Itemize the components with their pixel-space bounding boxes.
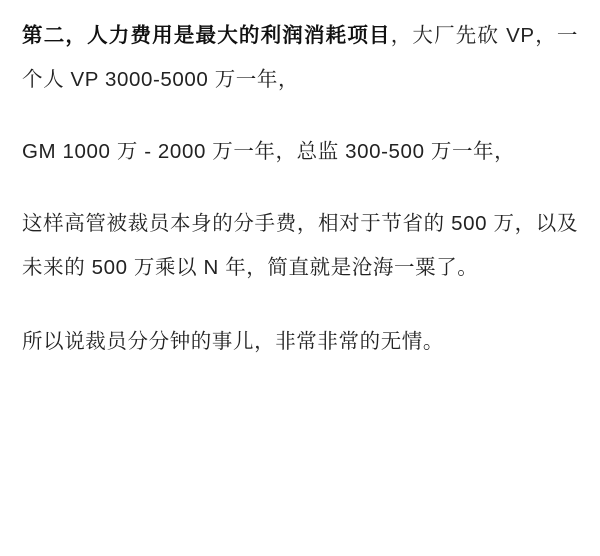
- paragraph-1: [22, 14, 578, 102]
- paragraph-2: GM 1000 万 - 2000 万一年，总监 300-500 万一年，: [22, 140, 516, 163]
- paragraph-1-emphasis: 第二，人力费用是最大的利润消耗项目: [22, 24, 391, 47]
- paragraph-1-rest: ，大厂先砍 VP，一个人 VP 3000-5000 万一年，: [22, 24, 578, 91]
- paragraph-3: 这样高管被裁员本身的分手费，相对于节省的 500 万，以及未来的 500 万乘以 N 年，简直就是沧海一粟了。: [22, 212, 578, 279]
- paragraph-4: 所以说裁员分分钟的事儿，非常非常的无情。: [22, 330, 444, 353]
